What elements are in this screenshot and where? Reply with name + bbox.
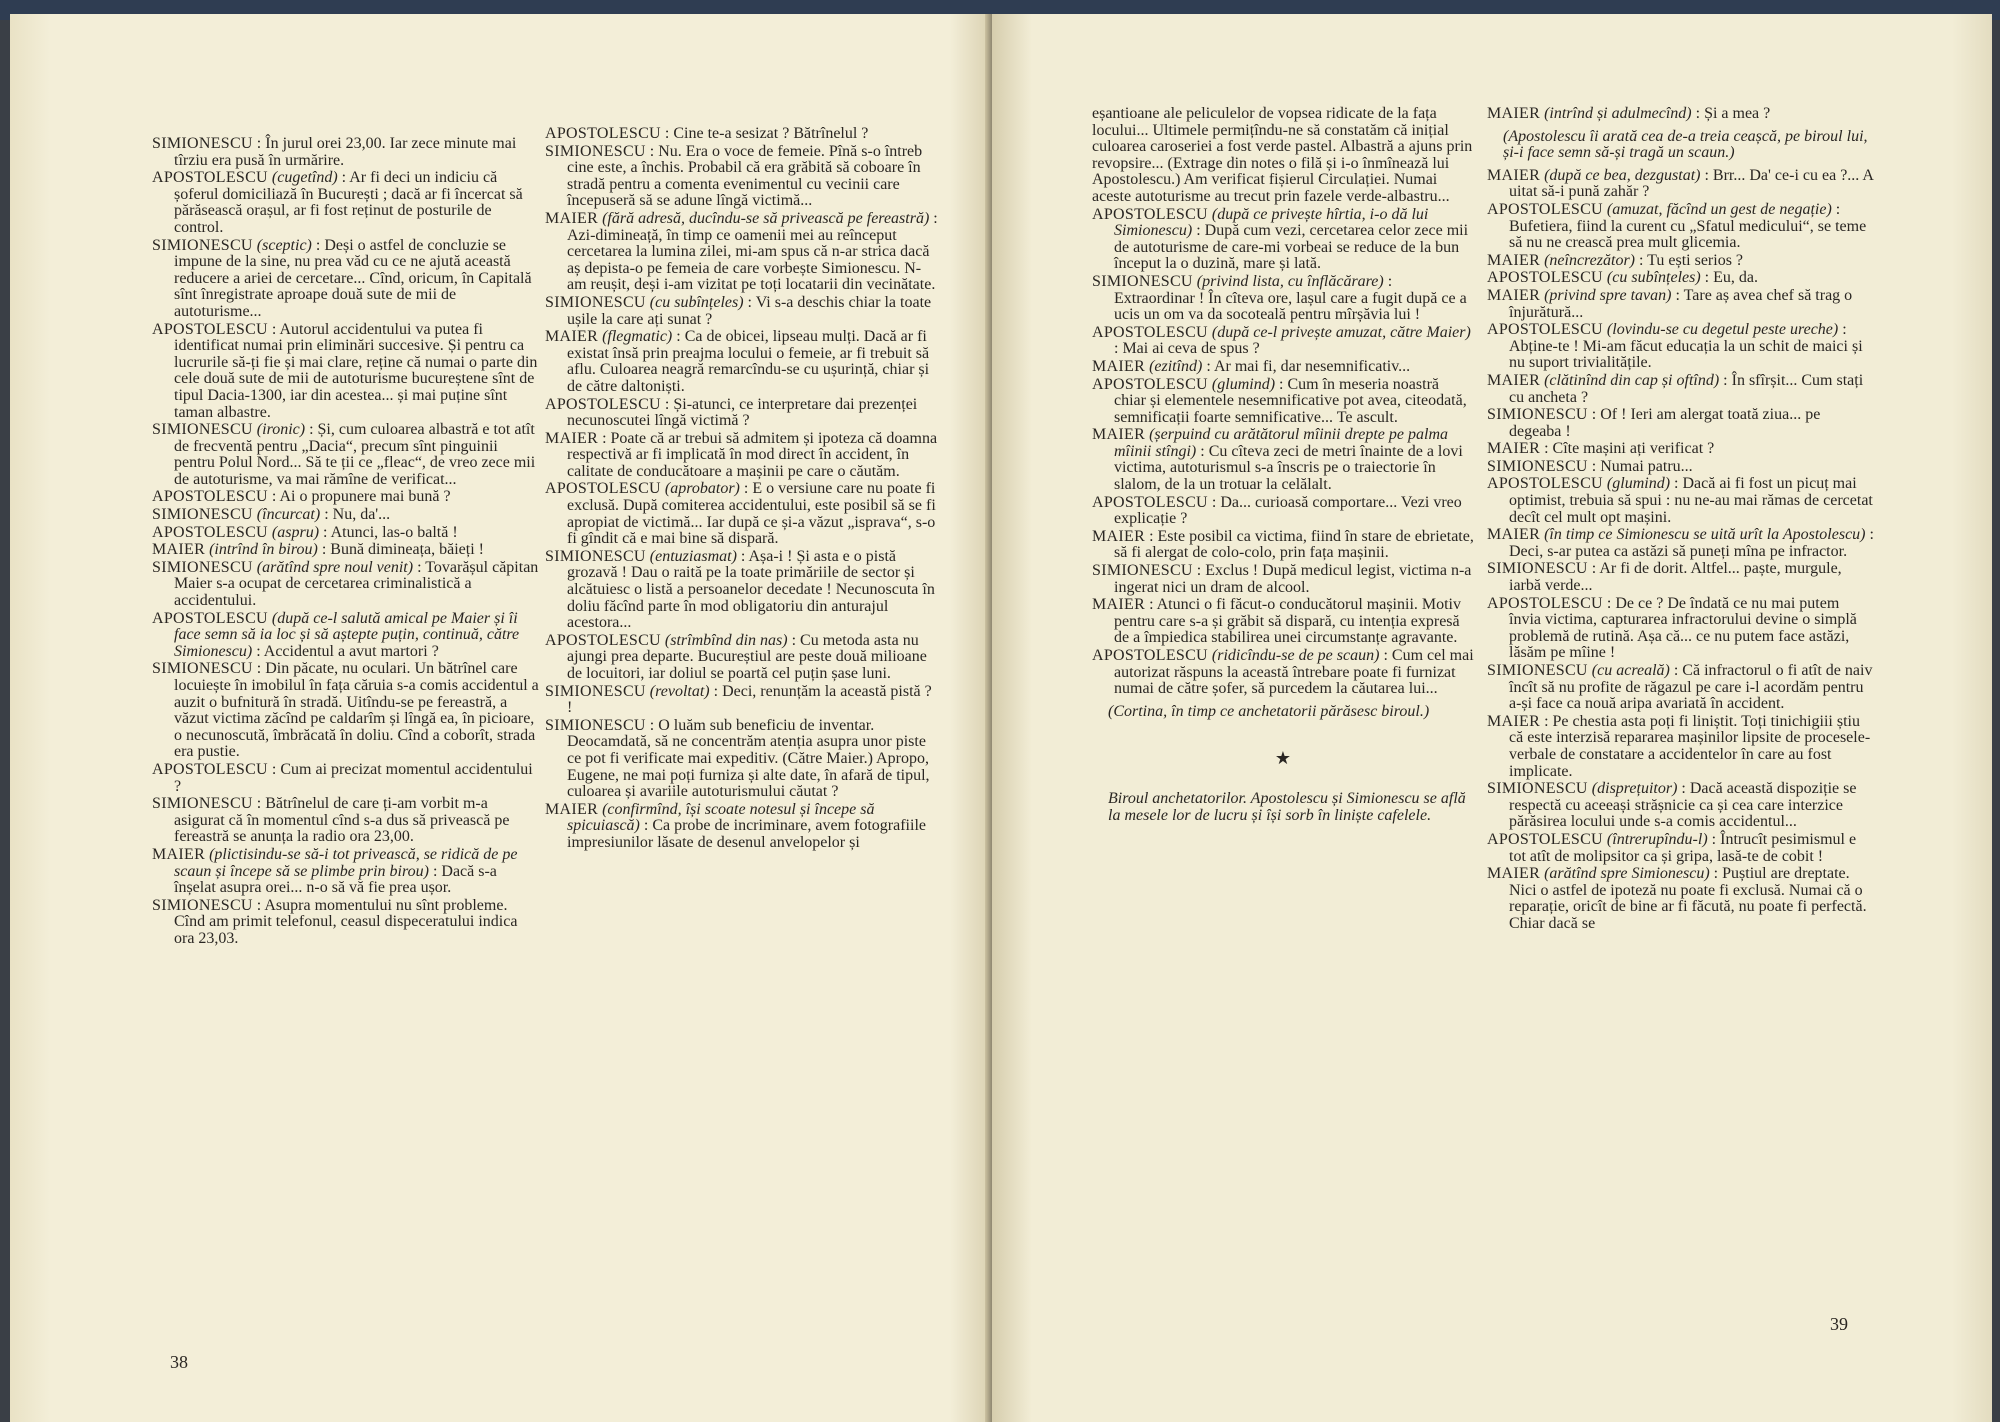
dialogue-text: Cum în meseria noastră chiar și elementele nesemnificative pot avea, citeodată, semnificații foarte semnificative... Te ascult. [1114, 375, 1467, 426]
dialogue-line: MAIER (fără adresă, ducîndu-se să privească pe fereastră) : Azi-dimineață, în timp ce oamenii mei au reînceput cercetarea la lumina zilei, mi-am spus că n-ar strica dacă aș depista-o pe femeia de care vorbește Simionescu. N-am reușit, deși i-am vizitat pe toți locatarii din vecinătate. [545, 209, 938, 294]
dialogue-text: Că infractorul o fi atît de naiv încît să nu profite de răgazul pe care i-l acordăm pentru a-și face ca nouă aripa avariată în accident. [1509, 662, 1873, 713]
dialogue-text: Exclus ! După medicul legist, victima n-a ingerat nici un dram de alcool. [1114, 562, 1472, 596]
dialogue-line: SIMIONESCU (sceptic) : Deși o astfel de concluzie se impune de la sine, nu prea văd cu ce ne ajută această reducere a ariei de cercetare... Cînd, oricum, în Capitală sînt înregistrate aproape două sute de mii de autoturisme... [152, 236, 532, 320]
speaker-name: SIMIONESCU [152, 506, 253, 524]
dialogue-line: MAIER (confirmînd, își scoate notesul și începe să spicuiască) : Ca probe de incriminare, avem fotografiile impresiunilor lăsate de desenul anvelopelor și [545, 800, 926, 851]
speaker-name: APOSTOLESCU [545, 480, 661, 498]
right-page [992, 14, 1992, 1422]
dialogue-line: SIMIONESCU : Ar fi de dorit. Altfel... paște, murgule, iarbă verde... [1487, 560, 1842, 595]
stage-direction-text: (Apostolescu îi arată cea de-a treia ceașcă, pe biroul lui, și-i face semn să-și tragă un scaun.) [1503, 127, 1868, 162]
dialogue-text: Bună dimineața, băieți ! [330, 541, 484, 559]
speaker-direction: (privind spre tavan) [1544, 286, 1672, 304]
left-page [10, 14, 992, 1422]
speaker-name: SIMIONESCU [1487, 662, 1588, 679]
speaker-direction: (strîmbînd din nas) [664, 631, 788, 649]
dialogue-line: MAIER (în timp ce Simionescu se uită urît la Apostolescu) : Deci, s-ar putea ca astăzi să puneți mîna pe infractor. [1487, 526, 1874, 560]
stage-direction [1487, 129, 1875, 162]
speaker-direction: (glumind) [1606, 475, 1671, 493]
speaker-name: APOSTOLESCU [152, 609, 268, 627]
speaker-name: APOSTOLESCU [1487, 321, 1603, 339]
left-column-1 [152, 136, 540, 949]
dialogue-line: APOSTOLESCU (întrerupîndu-l) : Întrucît pesimismul e tot atît de molipsitor ca și gripa, lasă-te de cobit ! [1487, 830, 1857, 865]
dialogue-text: Cum ai precizat momentul accidentului ? [174, 760, 533, 795]
speaker-name: APOSTOLESCU [152, 523, 268, 541]
dialogue-line: SIMIONESCU : Exclus ! După medicul legist, victima n-a ingerat nici un dram de alcool. [1092, 562, 1472, 596]
speaker-name: MAIER [545, 209, 599, 227]
dialogue-text: Ca de obicei, lipseau mulți. Dacă ar fi existat însă prin preajma locului o femeie, ar fi trebuit să aflu. Culoarea neagră remarcîndu-se cu ușurință, chiar și de către daltoniști. [567, 328, 930, 395]
speaker-name: MAIER [1487, 526, 1541, 544]
dialogue-text: Numai patru... [1600, 457, 1693, 475]
dialogue-text: Deși o astfel de concluzie se impune de la sine, nu prea văd cu ce ne ajută această reducere a ariei de cercetare... Cînd, oricum, în Capitală sînt înregistrate aproape două sute de mii de autoturisme... [174, 236, 532, 320]
dialogue-text: Accidentul a avut martori ? [263, 642, 439, 660]
speaker-name: MAIER [1487, 712, 1541, 730]
dialogue-line: SIMIONESCU (privind lista, cu înflăcărare) : Extraordinar ! În cîteva ore, lașul care a fugit după ce a ucis un om va da socoteală pentru mîrșăvia lui ! [1092, 272, 1467, 324]
dialogue-text: Tare aș avea chef să trag o înjurătură... [1509, 286, 1853, 321]
dialogue-line [1092, 106, 1474, 206]
dialogue-text: Atunci o fi făcut-o conducătorul mașinii. Motiv pentru care s-a și grăbit să dispară, cu intenția expresă de a împiedica stabilirea unei circumstanțe agravante. [1114, 596, 1461, 647]
dialogue-text: Puștiul are dreptate. Nici o astfel de ipoteză nu poate fi exclusă. Numai că o reparație, oricît de bine ar fi făcută, nu poate fi perfectă. Chiar dacă se [1509, 865, 1867, 932]
dialogue-line: SIMIONESCU (revoltat) : Deci, renunțăm la această pistă ? ! [545, 682, 932, 717]
dialogue-text: Ai o propunere mai bună ? [279, 488, 451, 506]
dialogue-text: Cu metoda asta nu ajungi prea departe. Bucureștiul are peste două milioane de locuitori, iar doliul se poartă cel puțin șase luni. [567, 631, 927, 682]
dialogue-line: APOSTOLESCU (glumind) : Dacă ai fi fost un picuț mai optimist, trebuia să spui : nu ne-au mai rămas de cercetat decît cel mult opt mașini. [1487, 475, 1873, 526]
dialogue-text: Cîte mașini ați verificat ? [1552, 440, 1715, 458]
dialogue-line: MAIER : Pe chestia asta poți fi liniștit. Toți tinichigiii știu că este interzisă repararea mașinilor lipsite de procesele-verbale de constatare a accidentelor în care au fost implicate. [1487, 712, 1871, 780]
dialogue-text: Nu, da'... [332, 506, 391, 524]
speaker-name: SIMIONESCU [152, 896, 253, 914]
speaker-direction: (aspru) [271, 523, 320, 541]
dialogue-line: APOSTOLESCU : Cine te-a sesizat ? Bătrînelul ? [545, 125, 869, 142]
speaker-name: SIMIONESCU [152, 795, 253, 813]
speaker-name: APOSTOLESCU [1487, 594, 1603, 612]
dialogue-line: APOSTOLESCU : Da... curioasă comportare... Vezi vreo explicație ? [1092, 493, 1462, 528]
dialogue-text: Bufetiera, fiind la curent cu „Sfatul medicului“, se teme să nu ne crească prea mult glicemia. [1509, 217, 1867, 252]
right-column-1 [1092, 106, 1474, 830]
dialogue-text: O luăm sub beneficiu de inventar. Deocamdată, să ne concentrăm atenția asupra unor piste ce pot fi verificate mai expeditiv. (Către Maier.) Apropo, Eugene, ne mai poți furniza și alte date, în afară de tipul, culoarea și avariile autoturismului căutat ? [567, 716, 930, 801]
speaker-direction: (intrînd și adulmecînd) [1544, 105, 1692, 122]
dialogue-line: SIMIONESCU (ironic) : Și, cum culoarea albastră e tot atît de frecventă pentru „Dacia“, precum sînt pinguinii pentru Polul Nord... Să te ții ce „fleac“, de vreo zece mii de autoturisme, va mai rămîne de verificat... [152, 421, 536, 488]
dialogue-text: Poate că ar trebui să admitem și ipoteza că doamna respectivă ar fi implicată în mod direct în accident, în calitate de conducătoare a mașinii pe care o căutăm. [567, 429, 938, 480]
dialogue-text: Ar fi deci un indiciu că șoferul domiciliază în București ; dacă ar fi încercat să părăsească orașul, ar fi fost reținut de posturile de control. [174, 169, 523, 236]
dialogue-line: MAIER (privind spre tavan) : Tare aș avea chef să trag o înjurătură... [1487, 286, 1853, 321]
dialogue-text: Azi-dimineață, în timp ce oamenii mei au reînceput cercetarea la lumina zilei, mi-am spus că n-ar strica dacă aș depista-o pe femeia de care vorbește Simionescu. N-am reușit, deși i-am vizitat pe toți locatarii din vecinătate. [567, 226, 936, 294]
speaker-name: SIMIONESCU [152, 135, 253, 152]
dialogue-text: Dacă ai fi fost un picuț mai optimist, trebuia să spui : nu ne-au mai rămas de cercetat decît cel mult opt mașini. [1509, 475, 1873, 526]
dialogue-line: APOSTOLESCU (aspru) : Atunci, las-o baltă ! [152, 523, 458, 541]
dialogue-line: SIMIONESCU : Asupra momentului nu sînt probleme. Cînd am primit telefonul, ceasul dispeceratului indica ora 23,03. [152, 896, 518, 947]
dialogue-text: Din păcate, nu oculari. Un bătrînel care locuiește în imobilul în fața căruia s-a comis accidentul a auzit o bufnitură în stradă. Uitîndu-se pe fereastră, a văzut victima zăcînd pe caldarîm și lîngă ea, în picioare, o necunoscută, îmbrăcată în doliu. Cînd a coborît, strada era pustie. [174, 660, 539, 761]
speaker-direction: (amuzat, făcînd un gest de negație) [1606, 200, 1832, 218]
dialogue-line: SIMIONESCU (arătînd spre noul venit) : Tovarășul căpitan Maier s-a ocupat de cercetarea criminalistică a accidentului. [152, 558, 539, 610]
dialogue-text: Atunci, las-o baltă ! [330, 523, 458, 541]
speaker-direction: (cu subînțeles) [1606, 269, 1701, 287]
dialogue-text: Eu, da. [1713, 269, 1758, 287]
speaker-name: MAIER [1092, 596, 1146, 614]
speaker-direction: (după ce-l salută amical pe Maier și îi face semn să ia loc și să aștepte puțin, continuă, către Simionescu) [174, 609, 520, 660]
speaker-name: SIMIONESCU [152, 236, 253, 254]
speaker-direction: (după ce bea, dezgustat) [1544, 166, 1701, 184]
dialogue-line: APOSTOLESCU (glumind) : Cum în meseria noastră chiar și elementele nesemnificative pot avea, citeodată, semnificații foarte semnificative... Te ascult. [1092, 375, 1467, 426]
speaker-name: SIMIONESCU [545, 716, 646, 734]
dialogue-line: MAIER (flegmatic) : Ca de obicei, lipseau mulți. Dacă ar fi existat însă prin preajma locului o femeie, ar fi trebuit să aflu. Culoarea neagră remarcîndu-se cu ușurință, chiar și de către daltoniști. [545, 328, 930, 395]
speaker-name: APOSTOLESCU [152, 488, 268, 506]
speaker-direction: (fără adresă, ducîndu-se să privească pe fereastră) [602, 209, 930, 227]
dialogue-text: Ar mai fi, dar nesemnificativ... [1213, 357, 1411, 375]
dialogue-line: SIMIONESCU (cu subînțeles) : Vi s-a deschis chiar la toate ușile la care ați sunat ? [545, 293, 932, 328]
dialogue-text: Tu ești serios ? [1647, 251, 1744, 269]
dialogue-line: SIMIONESCU : Bătrînelul de care ți-am vorbit m-a asigurat că în momentul cînd s-a dus să privească pe fereastră se anunța la radio ora 23,00. [152, 795, 510, 846]
speaker-direction: (după ce privește hîrtia, i-o dă lui Simionescu) [1114, 205, 1429, 240]
speaker-name: SIMIONESCU [545, 547, 646, 565]
dialogue-line: SIMIONESCU : Nu. Era o voce de femeie. Pînă s-o întreb cine este, a închis. Probabil că era grăbită să coboare în stradă pentru a comenta evenimentul cu vecinii care începuseră să se adune lîngă victimă... [545, 142, 923, 210]
speaker-direction: (privind lista, cu înflăcărare) [1196, 272, 1384, 290]
speaker-name: APOSTOLESCU [1487, 830, 1603, 848]
dialogue-text: Extraordinar ! În cîteva ore, lașul care a fugit după ce a ucis un om va da socoteală pentru mîrșăvia lui ! [1114, 289, 1467, 324]
speaker-name: SIMIONESCU [1092, 562, 1193, 580]
dialogue-text: Cu cîteva zeci de metri înainte de a lovi victima, autoturismul s-a înscris pe o traiectorie în slalom, de la un trotuar la celălalt. [1114, 442, 1463, 494]
speaker-name: APOSTOLESCU [1487, 200, 1603, 218]
speaker-name: APOSTOLESCU [1487, 475, 1603, 493]
dialogue-line: APOSTOLESCU (cu subînțeles) : Eu, da. [1487, 269, 1758, 287]
speaker-name: SIMIONESCU [152, 660, 253, 678]
dialogue-line: MAIER (intrînd și adulmecînd) : Și a mea ? [1487, 105, 1771, 122]
speaker-name: SIMIONESCU [545, 682, 646, 700]
speaker-name: MAIER [1487, 251, 1541, 269]
dialogue-line: APOSTOLESCU (după ce privește hîrtia, i-o dă lui Simionescu) : După cum vezi, cercetarea celor zece mii de autoturisme de care-mi vorbeai se reduce de la bun început la o duzină, mare și lată. [1092, 205, 1469, 273]
dialogue-text: Tovarășul căpitan Maier s-a ocupat de cercetarea criminalistică a accidentului. [174, 558, 539, 610]
speaker-name: MAIER [1487, 105, 1541, 122]
page-number-right: 39 [1830, 1314, 1848, 1334]
speaker-direction: (aprobator) [664, 480, 740, 498]
speaker-name: MAIER [545, 800, 599, 818]
speaker-direction: (după ce-l privește amuzat, către Maier) [1211, 323, 1471, 341]
dialogue-line: APOSTOLESCU (după ce-l salută amical pe Maier și îi face semn să ia loc și să aștepte puțin, continuă, către Simionescu) : Accidentul a avut martori ? [152, 609, 520, 660]
dialogue-text: Cum cel mai autorizat răspuns la această întrebare poate fi furnizat numai de către șofer, să purcedem la căutarea lui... [1114, 647, 1474, 698]
speaker-name: APOSTOLESCU [1092, 493, 1208, 511]
dialogue-line: APOSTOLESCU (după ce-l privește amuzat, către Maier) : Mai ai ceva de spus ? [1092, 323, 1471, 358]
speaker-name: MAIER [545, 429, 599, 447]
dialogue-line: APOSTOLESCU (cugetînd) : Ar fi deci un indiciu că șoferul domiciliază în București ; dacă ar fi încercat să părăsească orașul, ar fi fost reținut de posturile de control. [152, 169, 523, 236]
speaker-name: APOSTOLESCU [1092, 647, 1208, 664]
dialogue-line: SIMIONESCU : O luăm sub beneficiu de inventar. Deocamdată, să ne concentrăm atenția asupra unor piste ce pot fi verificate mai expeditiv. (Către Maier.) Apropo, Eugene, ne mai poți furniza și alte date, în afară de tipul, culoarea și avariile autoturismului căutat ? [545, 716, 930, 801]
dialogue-line: MAIER : Cîte mașini ați verificat ? [1487, 440, 1715, 458]
speaker-name: MAIER [1092, 527, 1146, 545]
speaker-direction: (flegmatic) [602, 328, 673, 346]
speaker-name: SIMIONESCU [1092, 272, 1193, 290]
dialogue-line: MAIER (ezitînd) : Ar mai fi, dar nesemnificativ... [1092, 357, 1411, 375]
speaker-name: MAIER [1487, 286, 1541, 304]
stage-direction [1092, 704, 1474, 721]
dialogue-text: Dacă s-a înșelat asupra orei... n-o să vă fie prea ușor. [174, 862, 497, 897]
dialogue-text: Vi s-a deschis chiar la toate ușile la care ați sunat ? [567, 293, 932, 328]
speaker-direction: (confirmînd, își scoate notesul și începe să spicuiască) [567, 800, 875, 835]
dialogue-text: eșantioane ale peliculelor de vopsea ridicate de la fața locului... Ultimele permițîndu-ne să constatăm că inițial culoarea caroseriei a fost verde pastel. Albastră a ajuns prin revopsire... (Extrage din notes o filă și i-o înmînează lui Apostolescu.) Am verificat fișierul Circulației. Numai aceste autoturisme au trecut prin fazele verde-albastru... [1092, 105, 1473, 205]
speaker-name: MAIER [152, 845, 206, 863]
speaker-direction: (revoltat) [649, 682, 710, 700]
speaker-name: MAIER [1092, 426, 1146, 444]
dialogue-text: Cine te-a sesizat ? Bătrînelul ? [673, 125, 869, 142]
dialogue-text: E o versiune care nu poate fi exclusă. După comiterea accidentului, este posibil să se fi apropiat de victimă... Iar după ce și-a văzut „isprava“, s-o fi gîndit că e mai bine să dispară. [567, 480, 936, 548]
dialogue-line: SIMIONESCU (cu acreală) : Că infractorul o fi atît de naiv încît să nu profite de răgazul pe care i-l acordăm pentru a-și face ca nouă aripa avariată în accident. [1487, 662, 1873, 713]
dialogue-line: APOSTOLESCU : De ce ? De îndată ce nu mai putem învia victima, capturarea infractorului devine o simplă problemă de rutină. Așa că... ce nu putem face astăzi, lăsăm pe mîine ! [1487, 594, 1857, 662]
dialogue-line: APOSTOLESCU (amuzat, făcînd un gest de negație) : Bufetiera, fiind la curent cu „Sfatul medicului“, se teme să nu ne crească prea mult glicemia. [1487, 200, 1867, 252]
dialogue-line: SIMIONESCU (disprețuitor) : Dacă această dispoziție se respectă cu aceeași strășnicie ca și cea care interzice părăsirea locului unde s-a comis accidentul... [1487, 780, 1857, 831]
dialogue-text: Așa-i ! Și asta e o pistă grozavă ! Dau o raită pe la toate primăriile de sector și alcătuiesc o listă a persoanelor decedate ! Necunoscuta în doliu făcînd parte în mod obligatoriu din anturajul acestora... [567, 547, 935, 632]
dialogue-text: Nu. Era o voce de femeie. Pînă s-o întreb cine este, a închis. Probabil că era grăbită să coboare în stradă pentru a comenta evenimentul cu vecinii care începuseră să se adune lîngă victimă... [567, 142, 923, 210]
dialogue-line: APOSTOLESCU : Autorul accidentului va putea fi identificat numai prin eliminări succesive. Și pentru ca lucrurile să-ți fie și mai clare, reține că numai o parte din cele două sute de mii de autoturisme bucureștene sînt de tipul Dacia-1300, iar din acestea... și mai puține sînt taman albastre. [152, 320, 538, 421]
dialogue-text: Ca probe de incriminare, avem fotografiile impresiunilor lăsate de desenul anvelopelor și [567, 817, 926, 851]
speaker-name: SIMIONESCU [152, 421, 253, 439]
speaker-name: SIMIONESCU [545, 142, 646, 160]
dialogue-text: Și, cum culoarea albastră e tot atît de frecventă pentru „Dacia“, precum sînt pinguinii pentru Polul Nord... Să te ții ce „fleac“, de vreo zece mii de autoturisme, va mai rămîne de verificat... [174, 421, 536, 488]
speaker-direction: (disprețuitor) [1591, 780, 1678, 798]
dialogue-line: APOSTOLESCU (lovindu-se cu degetul peste ureche) : Abține-te ! Mi-am făcut educația la un schit de maici și nu suport trivialitățile. [1487, 321, 1863, 372]
right-column-2 [1487, 106, 1875, 934]
speaker-name: APOSTOLESCU [1092, 205, 1208, 223]
dialogue-line: MAIER (plictisindu-se să-i tot privească, se ridică de pe scaun și începe să se plimbe prin birou) : Dacă s-a înșelat asupra orei... n-o să vă fie prea ușor. [152, 845, 518, 897]
speaker-name: APOSTOLESCU [545, 125, 661, 142]
speaker-name: SIMIONESCU [152, 558, 253, 576]
dialogue-line: MAIER (șerpuind cu arătătorul mîinii drepte pe palma mîinii stîngi) : Cu cîteva zeci de metri înainte de a lovi victima, autoturismul s-a înscris pe o traiectorie în slalom, de la un trotuar la celălalt. [1092, 426, 1463, 494]
dialogue-text: Deci, renunțăm la această pistă ? ! [567, 682, 932, 717]
page-number-left: 38 [170, 1352, 188, 1372]
speaker-name: MAIER [152, 541, 206, 559]
speaker-name: MAIER [1487, 440, 1541, 458]
dialogue-line: SIMIONESCU : Of ! Ieri am alergat toată ziua... pe degeaba ! [1487, 406, 1821, 440]
speaker-name: MAIER [1487, 371, 1541, 389]
dialogue-text: Întrucît pesimismul e tot atît de molipsitor ca și gripa, lasă-te de cobit ! [1509, 830, 1857, 865]
dialogue-text: În jurul orei 23,00. Iar zece minute mai tîrziu era pusă în urmărire. [174, 135, 517, 169]
speaker-direction: (clătinînd din cap și oftînd) [1544, 371, 1720, 389]
dialogue-text: Pe chestia asta poți fi liniștit. Toți tinichigiii știu că este interzisă repararea mașinilor lipsite de procesele-verbale de constatare a accidentelor în care au fost implicate. [1509, 712, 1871, 780]
dialogue-text: Abține-te ! Mi-am făcut educația la un schit de maici și nu suport trivialitățile. [1509, 337, 1863, 372]
dialogue-line: MAIER : Atunci o fi făcut-o conducătorul mașinii. Motiv pentru care s-a și grăbit să dispară, cu intenția expresă de a împiedica stabilirea unei circumstanțe agravante. [1092, 596, 1461, 647]
speaker-direction: (întrerupîndu-l) [1606, 830, 1708, 848]
dialogue-line: APOSTOLESCU : Și-atunci, ce interpretare dai prezenței necunoscutei lîngă victimă ? [545, 395, 918, 430]
speaker-direction: (încurcat) [256, 506, 321, 524]
stage-direction-text: (Cortina, în timp ce anchetatorii părăsesc biroul.) [1108, 702, 1430, 720]
speaker-name: MAIER [1092, 357, 1146, 375]
dialogue-line: SIMIONESCU (entuziasmat) : Așa-i ! Și asta e o pistă grozavă ! Dau o raită pe la toate primăriile de sector și alcătuiesc o listă a persoanelor decedate ! Necunoscuta în doliu făcînd parte în mod obligatoriu din anturajul acestora... [545, 547, 935, 632]
dialogue-line: SIMIONESCU (încurcat) : Nu, da'... [152, 506, 391, 524]
speaker-name: SIMIONESCU [1487, 457, 1588, 475]
dialogue-line: APOSTOLESCU (ridicîndu-se de pe scaun) : Cum cel mai autorizat răspuns la această întrebare poate fi furnizat numai de către șofer, să purcedem la căutarea lui... [1092, 647, 1474, 698]
scene-separator [1092, 750, 1474, 767]
speaker-direction: (arătînd spre noul venit) [256, 558, 414, 576]
dialogue-text: Ar fi de dorit. Altfel... paște, murgule, iarbă verde... [1509, 560, 1842, 595]
dialogue-text: Da... curioasă comportare... Vezi vreo explicație ? [1114, 493, 1462, 528]
dialogue-text: De ce ? De îndată ce nu mai putem învia victima, capturarea infractorului devine o simplă problemă de rutină. Așa că... ce nu putem face astăzi, lăsăm pe mîine ! [1509, 594, 1857, 662]
speaker-direction: (intrînd în birou) [209, 541, 318, 559]
speaker-name: MAIER [1487, 166, 1541, 184]
dialogue-text: Autorul accidentului va putea fi identificat numai prin eliminări succesive. Și pentru ca lucrurile să-ți fie și mai clare, reține că numai o parte din cele două sute de mii de autoturisme bucureștene sînt de tipul Dacia-1300, iar din acestea... și mai puține sînt taman albastre. [174, 320, 538, 421]
left-column-2 [545, 126, 940, 853]
stage-direction-text: Biroul anchetatorilor. Apostolescu și Simionescu se află la mesele lor de lucru și își sorb în liniște cafelele. [1108, 789, 1466, 824]
speaker-direction: (neîncrezător) [1544, 251, 1635, 269]
dialogue-text: După cum vezi, cercetarea celor zece mii de autoturisme de care-mi vorbeai se reduce de la bun început la o duzină, mare și lată. [1114, 222, 1469, 273]
dialogue-line: MAIER (clătinînd din cap și oftînd) : În sfîrșit... Cum stați cu ancheta ? [1487, 371, 1864, 406]
dialogue-text: În sfîrșit... Cum stați cu ancheta ? [1509, 371, 1864, 406]
dialogue-text: Mai ai ceva de spus ? [1122, 340, 1260, 358]
speaker-name: APOSTOLESCU [152, 320, 268, 338]
speaker-name: SIMIONESCU [545, 293, 646, 311]
speaker-direction: (șerpuind cu arătătorul mîinii drepte pe palma mîinii stîngi) [1114, 426, 1448, 460]
speaker-direction: (ridicîndu-se de pe scaun) [1211, 647, 1380, 664]
speaker-direction: (ironic) [256, 421, 306, 439]
speaker-name: SIMIONESCU [1487, 406, 1588, 424]
dialogue-text: Bătrînelul de care ți-am vorbit m-a asigurat că în momentul cînd s-a dus să privească pe fereastră se anunța la radio ora 23,00. [174, 795, 510, 846]
speaker-name: MAIER [1487, 865, 1541, 883]
dialogue-line: APOSTOLESCU (strîmbînd din nas) : Cu metoda asta nu ajungi prea departe. Bucureștiul are peste două milioane de locuitori, iar doliul se poartă cel puțin șase luni. [545, 631, 927, 682]
speaker-name: APOSTOLESCU [152, 760, 268, 778]
dialogue-line: SIMIONESCU : Din păcate, nu oculari. Un bătrînel care locuiește în imobilul în fața căruia s-a comis accidentul a auzit o bufnitură în stradă. Uitîndu-se pe fereastră, a văzut victima zăcînd pe caldarîm și lîngă ea, în picioare, o necunoscută, îmbrăcată în doliu. Cînd a coborît, strada era pustie. [152, 660, 539, 761]
speaker-name: SIMIONESCU [1487, 780, 1588, 798]
dialogue-line: APOSTOLESCU : Cum ai precizat momentul accidentului ? [152, 760, 533, 795]
speaker-name: APOSTOLESCU [1092, 375, 1208, 393]
dialogue-text: Deci, s-ar putea ca astăzi să puneți mîna pe infractor. [1509, 542, 1848, 560]
dialogue-text: Dacă această dispoziție se respectă cu aceeași strășnicie ca și cea care interzice părăsirea locului unde s-a comis accidentul... [1509, 780, 1857, 831]
star-icon: ★ [1274, 748, 1292, 769]
dialogue-text: Și-atunci, ce interpretare dai prezenței necunoscutei lîngă victimă ? [567, 395, 918, 430]
speaker-direction: (entuziasmat) [649, 547, 737, 565]
dialogue-text: Asupra momentului nu sînt probleme. Cînd am primit telefonul, ceasul dispeceratului indica ora 23,03. [174, 896, 518, 947]
dialogue-line: SIMIONESCU : Numai patru... [1487, 457, 1693, 475]
dialogue-line: SIMIONESCU : În jurul orei 23,00. Iar zece minute mai tîrziu era pusă în urmărire. [152, 135, 517, 169]
speaker-direction: (în timp ce Simionescu se uită urît la Apostolescu) [1544, 526, 1866, 544]
dialogue-line: MAIER (arătînd spre Simionescu) : Puștiul are dreptate. Nici o astfel de ipoteză nu poate fi exclusă. Numai că o reparație, oricît de bine ar fi făcută, nu poate fi perfectă. Chiar dacă se [1487, 865, 1867, 932]
stage-direction [1092, 791, 1474, 824]
speaker-direction: (cu acreală) [1591, 662, 1670, 679]
speaker-direction: (glumind) [1211, 375, 1276, 393]
dialogue-text: Este posibil ca victima, fiind în stare de ebrietate, să fi alergat de colo-colo, prin fața mașinii. [1114, 527, 1474, 562]
dialogue-line: MAIER (după ce bea, dezgustat) : Brr... Da' ce-i cu ea ?... A uitat să-i pună zahăr ? [1487, 166, 1874, 201]
dialogue-line: MAIER : Poate că ar trebui să admitem și ipoteza că doamna respectivă ar fi implicată în mod direct în accident, în calitate de conducătoare a mașinii pe care o căutăm. [545, 429, 938, 480]
dialogue-text: Brr... Da' ce-i cu ea ?... A uitat să-i pună zahăr ? [1509, 166, 1874, 201]
speaker-direction: (plictisindu-se să-i tot privească, se ridică de pe scaun și începe să se plimbe prin birou) [174, 845, 518, 880]
speaker-name: SIMIONESCU [1487, 560, 1588, 578]
speaker-name: APOSTOLESCU [1487, 269, 1603, 287]
speaker-name: MAIER [545, 328, 599, 346]
speaker-name: APOSTOLESCU [1092, 323, 1208, 341]
speaker-name: APOSTOLESCU [545, 631, 661, 649]
speaker-name: APOSTOLESCU [152, 169, 268, 187]
speaker-direction: (sceptic) [256, 236, 312, 254]
dialogue-line: APOSTOLESCU : Ai o propunere mai bună ? [152, 488, 451, 506]
speaker-direction: (cu subînțeles) [649, 293, 744, 311]
dialogue-line: MAIER (neîncrezător) : Tu ești serios ? [1487, 251, 1744, 269]
speaker-direction: (cugetînd) [271, 169, 338, 187]
dialogue-text: Of ! Ieri am alergat toată ziua... pe degeaba ! [1509, 406, 1821, 440]
speaker-direction: (ezitînd) [1149, 357, 1203, 375]
speaker-direction: (lovindu-se cu degetul peste ureche) [1606, 321, 1839, 339]
dialogue-text: Și a mea ? [1704, 105, 1771, 122]
dialogue-line: MAIER (intrînd în birou) : Bună dimineața, băieți ! [152, 541, 484, 559]
dialogue-line: MAIER : Este posibil ca victima, fiind în stare de ebrietate, să fi alergat de colo-colo, prin fața mașinii. [1092, 527, 1474, 562]
speaker-name: APOSTOLESCU [545, 395, 661, 413]
dialogue-line: APOSTOLESCU (aprobator) : E o versiune care nu poate fi exclusă. După comiterea accidentului, este posibil să se fi apropiat de victimă... Iar după ce și-a văzut „isprava“, s-o fi gîndit că e mai bine să dispară. [545, 480, 936, 548]
speaker-direction: (arătînd spre Simionescu) [1544, 865, 1710, 883]
